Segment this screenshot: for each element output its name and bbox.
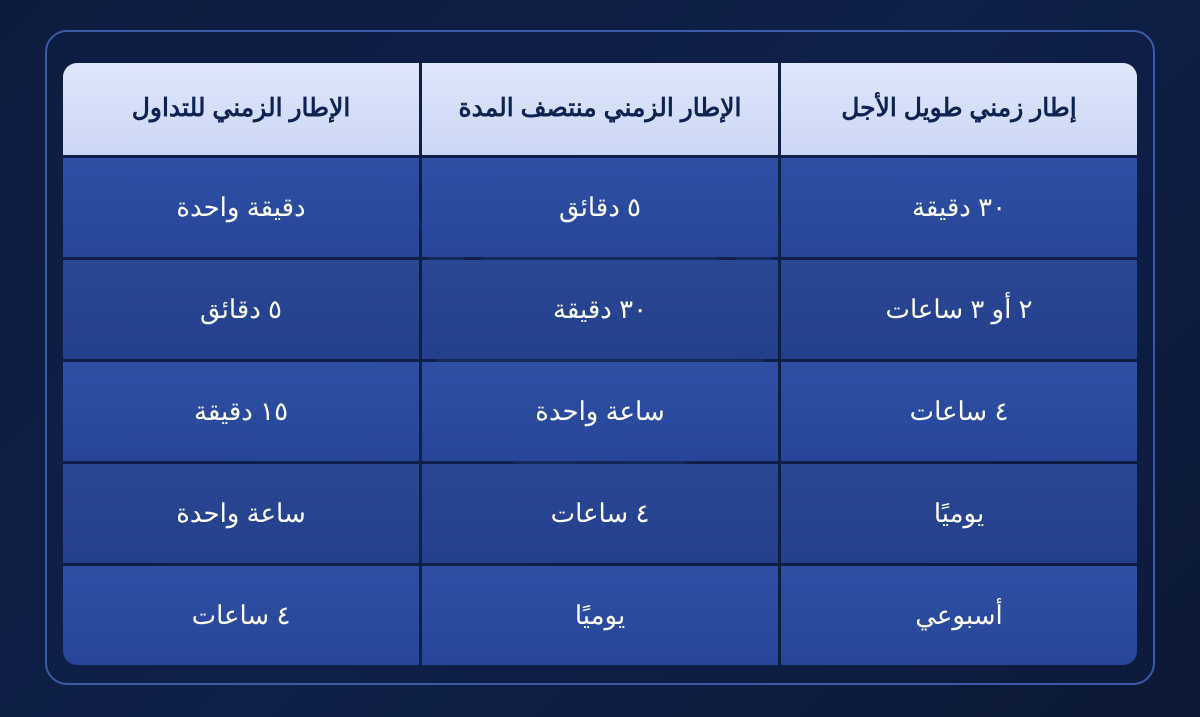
table-header — [63, 63, 1137, 155]
table-cell — [63, 566, 419, 665]
cell-label: ١٥ دقيقة — [193, 396, 289, 427]
cell-label: ٥ دقائق — [199, 294, 283, 325]
column-header-long-term — [781, 63, 1137, 155]
table-cell — [422, 464, 778, 563]
column-header-mid-term — [422, 63, 778, 155]
table-cell — [422, 362, 778, 461]
table-row — [63, 566, 1137, 665]
cell-label: ساعة واحدة — [535, 396, 665, 427]
cell-label: ٣٠ دقيقة — [552, 294, 648, 325]
timeframe-table-container — [60, 60, 1140, 646]
column-header-trading-label: الإطار الزمني للتداول — [131, 94, 351, 123]
table-cell — [781, 566, 1137, 665]
table-cell — [63, 464, 419, 563]
column-header-long-term-label: إطار زمني طويل الأجل — [841, 94, 1077, 123]
timeframe-table — [60, 60, 1140, 668]
table-cell — [781, 158, 1137, 257]
table-cell — [63, 260, 419, 359]
column-header-mid-term-label: الإطار الزمني منتصف المدة — [458, 94, 742, 123]
cell-label: ٤ ساعات — [550, 498, 650, 529]
table-row — [63, 362, 1137, 461]
cell-label: ٢ أو ٣ ساعات — [885, 294, 1033, 325]
table-row — [63, 464, 1137, 563]
table-cell — [781, 362, 1137, 461]
cell-label: يوميًا — [574, 600, 626, 631]
table-body — [63, 158, 1137, 665]
table-cell — [63, 158, 419, 257]
table-cell — [422, 158, 778, 257]
cell-label: ٥ دقائق — [558, 192, 642, 223]
cell-label: ٤ ساعات — [909, 396, 1009, 427]
column-header-trading — [63, 63, 419, 155]
table-row — [63, 158, 1137, 257]
table-header-row — [63, 63, 1137, 155]
cell-label: يوميًا — [933, 498, 985, 529]
table-cell — [63, 362, 419, 461]
table-cell — [781, 464, 1137, 563]
cell-label: ساعة واحدة — [176, 498, 306, 529]
table-cell — [422, 566, 778, 665]
cell-label: دقيقة واحدة — [176, 192, 306, 223]
cell-label: ٤ ساعات — [191, 600, 291, 631]
table-cell — [781, 260, 1137, 359]
cell-label: أسبوعي — [915, 600, 1003, 631]
table-row — [63, 260, 1137, 359]
cell-label: ٣٠ دقيقة — [911, 192, 1007, 223]
table-cell — [422, 260, 778, 359]
